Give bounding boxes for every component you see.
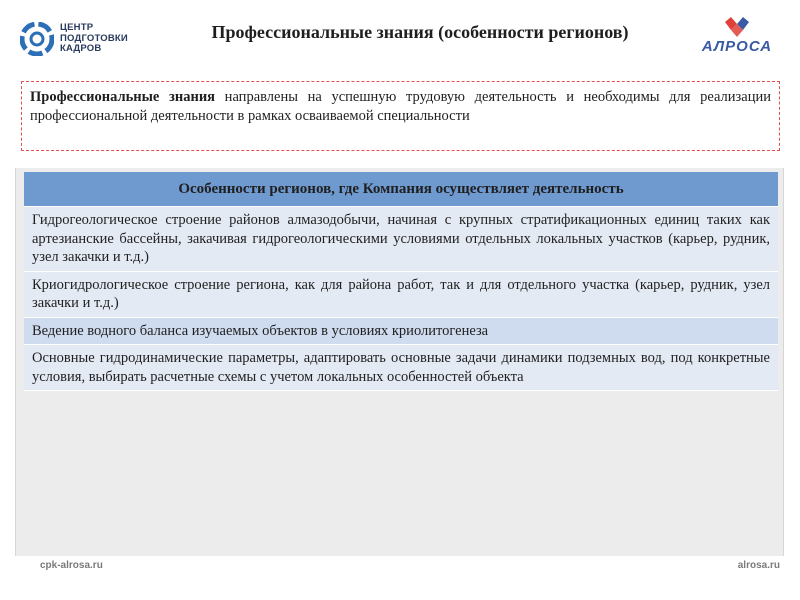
org-line: ЦЕНТР xyxy=(60,22,94,33)
footer-left-link[interactable]: cpk-alrosa.ru xyxy=(40,560,103,571)
table-header: Особенности регионов, где Компания осуществляет деятельность xyxy=(24,172,778,207)
page-title: Профессиональные знания (особенности регионов) xyxy=(211,22,629,42)
table-row: Основные гидродинамические параметры, адаптировать основные задачи динамики подземных вод, под конкретные условия, выбирать расчетные схемы с учетом локальных особенностей объекта xyxy=(24,345,778,391)
table-row: Ведение водного баланса изучаемых объектов в условиях криолитогенеза xyxy=(24,318,778,346)
table-row: Криогидрологическое строение региона, как для района работ, так и для отдельного участка (карьер, рудник, узел закачки и т.д.) xyxy=(24,272,778,318)
training-center-emblem-icon xyxy=(20,22,54,56)
training-center-logo xyxy=(20,22,140,62)
training-center-name xyxy=(60,23,150,55)
org-line: КАДРОВ xyxy=(60,43,102,54)
intro-text: направлены на успешную трудовую деятельность и необходимы для реализации профессиональной деятельности в рамках осваиваемой специальности xyxy=(30,89,771,124)
org-line: ПОДГОТОВКИ xyxy=(60,32,128,44)
slide-header xyxy=(0,0,800,78)
alrosa-wordmark: АЛРОСА xyxy=(701,38,773,55)
intro-bold-term: Профессиональные знания xyxy=(30,89,216,105)
table-row: Гидрогеологическое строение районов алмазодобычи, начиная с крупных стратификационных единиц таких как артезианские бассейны, закачивая гидрогеологическими условиями отдельных локальных участков (карьер, рудник, узел закачки и т.д.) xyxy=(24,207,778,272)
footer-right-link[interactable]: alrosa.ru xyxy=(737,560,780,571)
alrosa-diamond-icon xyxy=(722,16,752,38)
regions-table xyxy=(24,172,778,391)
alrosa-logo xyxy=(692,16,782,60)
intro-box xyxy=(21,81,780,151)
